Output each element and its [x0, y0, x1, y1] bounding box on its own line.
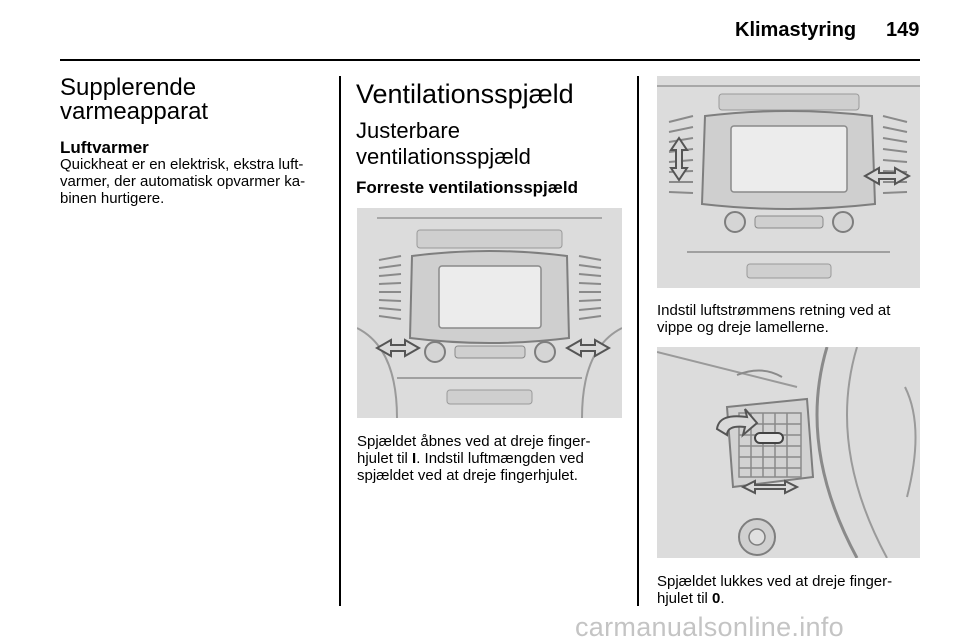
section-title-ventilation: Ventilationsspjæld	[356, 79, 574, 109]
section-title-supplerende	[60, 76, 330, 124]
column-divider-2	[637, 76, 639, 606]
section-title-line-2: varmeapparat	[60, 98, 209, 125]
page-number: 149	[886, 19, 920, 41]
illustration-side-vent-close	[657, 347, 920, 558]
caption-line: spjældet ved at dreje fingerhjulet.	[357, 467, 578, 484]
column-divider-1	[339, 76, 341, 606]
caption-line: vippe og dreje lamellerne.	[657, 319, 829, 336]
illustration-vent-lamellae	[657, 76, 920, 288]
body-line: Quickheat er en elektrisk, ekstra luft-	[60, 156, 304, 173]
body-line: varmer, der automatisk opvarmer ka-	[60, 173, 306, 190]
symbol-open: I	[412, 450, 417, 467]
body-line: binen hurtigere.	[60, 190, 165, 207]
symbol-closed: 0	[712, 590, 721, 607]
caption-line: Spjældet lukkes ved at dreje finger-	[657, 573, 893, 590]
subheading-justerbare	[356, 118, 626, 170]
caption-front-vents	[357, 433, 627, 484]
subheading-luftvarmer: Luftvarmer	[60, 138, 149, 157]
caption-line: hjulet til I. Indstil luftmængden ved	[357, 450, 584, 467]
illustration-front-vents	[357, 208, 622, 418]
caption-line: Indstil luftstrømmens retning ved at	[657, 302, 891, 319]
caption-side-vent-close	[657, 573, 927, 607]
caption-line: hjulet til 0.	[657, 590, 725, 607]
paragraph-luftvarmer	[60, 156, 330, 207]
subheading-forreste: Forreste ventilationsspjæld	[356, 178, 578, 197]
running-header-title: Klimastyring	[735, 19, 857, 41]
caption-line: Spjældet åbnes ved at dreje finger-	[357, 433, 591, 450]
subheading-line-2: ventilationsspjæld	[356, 144, 531, 169]
section-title-line-1: Supplerende	[60, 74, 197, 101]
header-rule	[60, 59, 920, 61]
caption-lamellae	[657, 302, 927, 336]
subheading-line-1: Justerbare	[356, 118, 460, 143]
watermark: carmanualsonline.info	[575, 612, 844, 642]
